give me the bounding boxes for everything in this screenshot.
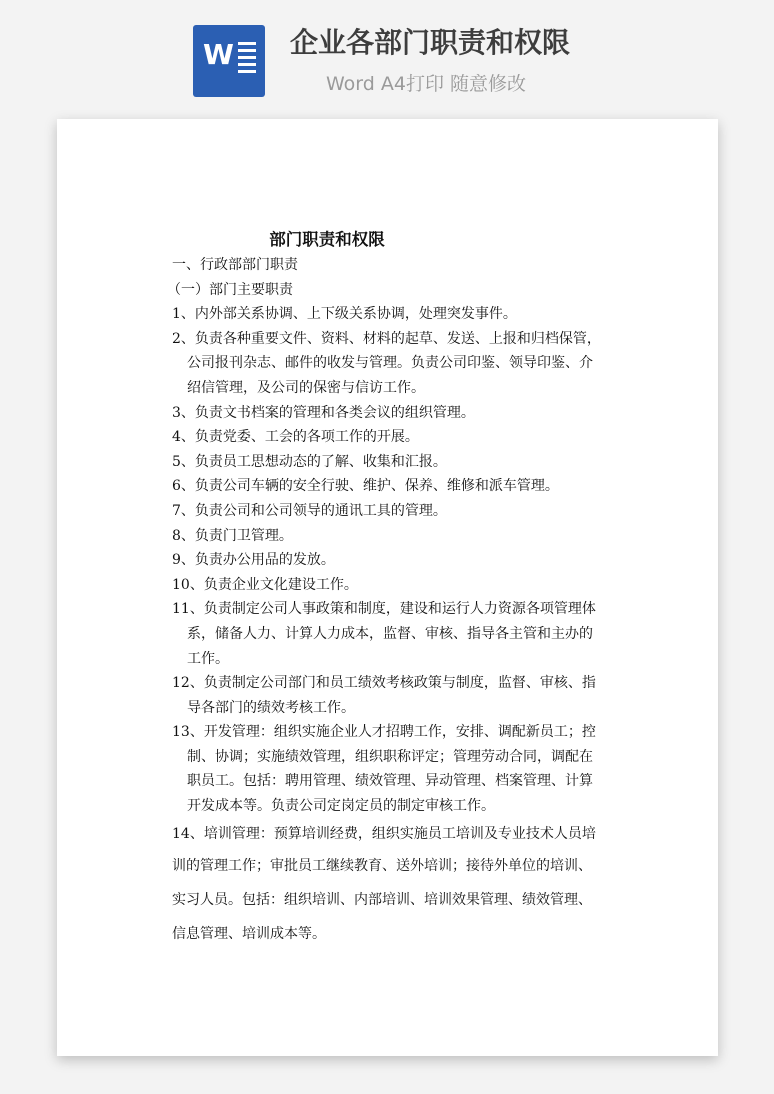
word-icon-line [238, 49, 256, 52]
word-icon-letter: W [203, 38, 234, 71]
list-item: 13、开发管理：组织实施企业人才招聘工作，安排、调配新员工；控 [172, 724, 596, 741]
list-item: 10、负责企业文化建设工作。 [172, 576, 358, 593]
word-icon-line [238, 63, 256, 66]
list-item: 6、负责公司车辆的安全行驶、维护、保养、维修和派车管理。 [172, 478, 559, 495]
list-item: 1、内外部关系协调、上下级关系协调，处理突发事件。 [172, 306, 517, 323]
document-body [117, 227, 617, 951]
list-item: 3、负责文书档案的管理和各类会议的组织管理。 [172, 404, 475, 421]
list-item-continuation: 信息管理、培训成本等。 [172, 925, 326, 942]
list-item-continuation: 绍信管理，及公司的保密与信访工作。 [187, 379, 425, 396]
list-item: 7、负责公司和公司领导的通讯工具的管理。 [172, 502, 447, 519]
document-title: 部门职责和权限 [269, 230, 385, 249]
list-item-continuation: 训的管理工作；审批员工继续教育、送外培训；接待外单位的培训、 [172, 857, 592, 874]
list-item: 9、负责办公用品的发放。 [172, 552, 335, 569]
list-item-continuation: 系，储备人力、计算人力成本，监督、审核、指导各主管和主办的 [187, 625, 593, 642]
list-item-continuation: 制、协调；实施绩效管理，组织职称评定；管理劳动合同，调配在 [187, 748, 593, 765]
word-icon [193, 25, 265, 97]
list-item: 8、负责门卫管理。 [172, 527, 293, 544]
list-item-continuation: 工作。 [187, 650, 229, 667]
list-item: 11、负责制定公司人事政策和制度，建设和运行人力资源各项管理体 [172, 601, 596, 618]
subsection-heading: （一）部门主要职责 [167, 281, 293, 298]
list-item: 5、负责员工思想动态的了解、收集和汇报。 [172, 453, 447, 470]
list-item-continuation: 职员工。包括：聘用管理、绩效管理、异动管理、档案管理、计算 [187, 773, 593, 790]
list-item: 14、培训管理：预算培训经费，组织实施员工培训及专业技术人员培 [172, 825, 596, 842]
banner-title: 企业各部门职责和权限 [290, 26, 571, 59]
list-item: 2、负责各种重要文件、资料、材料的起草、发送、上报和归档保管， [172, 330, 601, 347]
word-icon-line [238, 70, 256, 73]
list-item-continuation: 开发成本等。负责公司定岗定员的制定审核工作。 [187, 798, 495, 815]
banner-subtitle: Word A4打印 随意修改 [326, 73, 527, 95]
list-item-continuation: 公司报刊杂志、邮件的收发与管理。负责公司印鉴、领导印鉴、介 [187, 355, 593, 372]
list-item-continuation: 导各部门的绩效考核工作。 [187, 699, 355, 716]
word-icon-line [238, 42, 256, 45]
document-banner [0, 0, 774, 118]
list-item-continuation: 实习人员。包括：组织培训、内部培训、培训效果管理、绩效管理、 [172, 891, 592, 908]
list-item: 12、负责制定公司部门和员工绩效考核政策与制度，监督、审核、指 [172, 675, 596, 692]
word-icon-line [238, 56, 256, 59]
list-item: 4、负责党委、工会的各项工作的开展。 [172, 429, 419, 446]
section-heading: 一、行政部部门职责 [172, 257, 298, 273]
